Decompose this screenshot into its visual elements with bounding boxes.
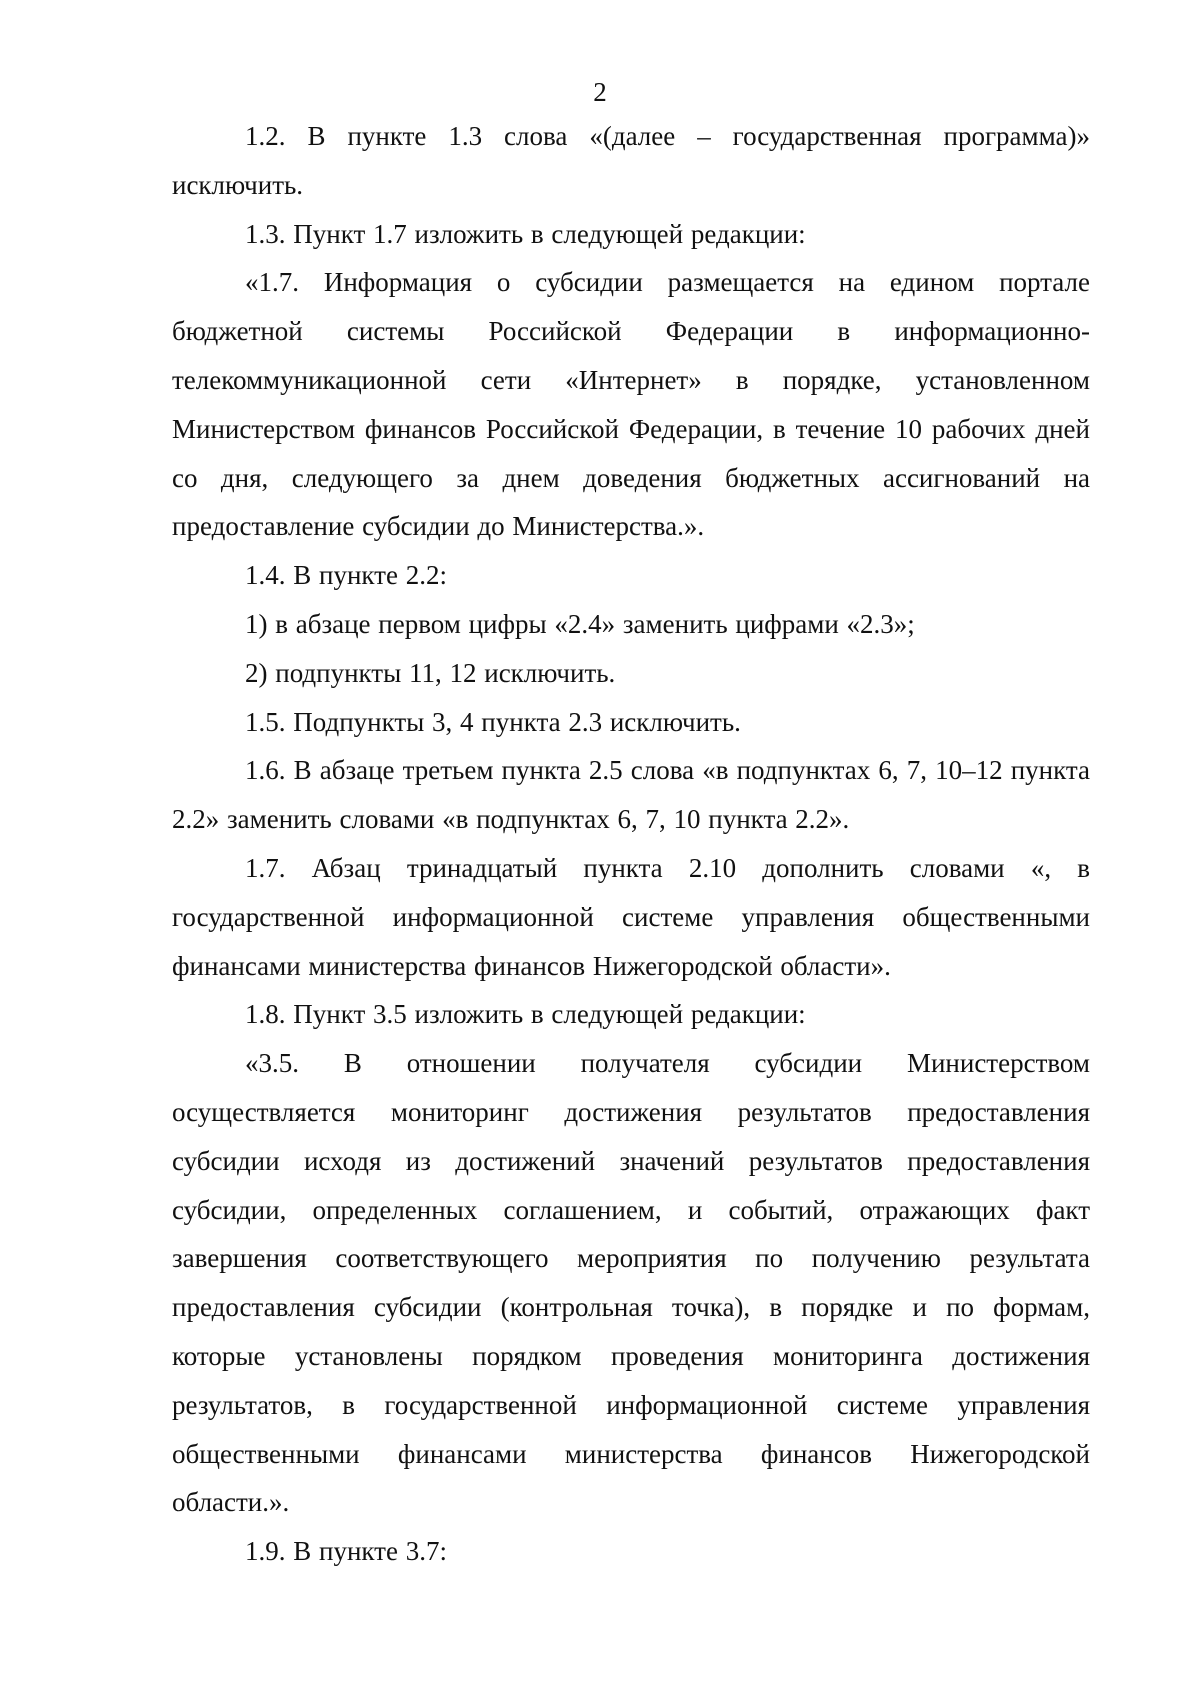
paragraph-1-9: 1.9. В пункте 3.7: bbox=[245, 1536, 447, 1567]
list-item-1: 1) в абзаце первом цифры «2.4» заменить цифрами «2.3»; bbox=[245, 608, 915, 639]
page-number: 2 bbox=[593, 77, 607, 107]
paragraph-1-7: 1.7. Абзац тринадцатый пункта 2.10 дополнить словами «, в государственной информационной системе управления общественными финансами министерства финансов Нижегородской области». bbox=[172, 852, 1090, 981]
document-body bbox=[172, 112, 1090, 1576]
paragraph-1-6: 1.6. В абзаце третьем пункта 2.5 слова «в подпунктах 6, 7, 10–12 пункта 2.2» заменить словами «в подпунктах 6, 7, 10 пункта 2.2». bbox=[172, 755, 1090, 835]
paragraph-1-4: 1.4. В пункте 2.2: bbox=[245, 560, 447, 591]
paragraph-3-5-text: «3.5. В отношении получателя субсидии Министерством осуществляется мониторинг достижения результатов предоставления субсидии исходя из достижений значений результатов предоставления субсидии, определенных соглашением, и событий, отражающих факт завершения соответствующего мероприятия по получению результата предоставления субсидии (контрольная точка), в порядке и по формам, которые установлены порядком проведения мониторинга достижения результатов, в государственной информационной системе управления общественными финансами министерства финансов Нижегородской области.». bbox=[172, 1048, 1090, 1518]
paragraph-1-5: 1.5. Подпункты 3, 4 пункта 2.3 исключить. bbox=[245, 706, 741, 737]
paragraph-1-7-text: «1.7. Информация о субсидии размещается на едином портале бюджетной системы Российской Федерации в информационно-телекоммуникационной сети «Интернет» в порядке, установленном Министерством финансов Российской Федерации, в течение 10 рабочих дней со дня, следующего за днем доведения бюджетных ассигнований на предоставление субсидии до Министерства.». bbox=[172, 267, 1090, 542]
list-item-2: 2) подпункты 11, 12 исключить. bbox=[245, 657, 616, 688]
paragraph-1-8: 1.8. Пункт 3.5 изложить в следующей редакции: bbox=[245, 999, 806, 1030]
paragraph-1-2: 1.2. В пункте 1.3 слова «(далее – государственная программа)» исключить. bbox=[172, 121, 1090, 200]
paragraph-1-3: 1.3. Пункт 1.7 изложить в следующей редакции: bbox=[245, 218, 806, 249]
